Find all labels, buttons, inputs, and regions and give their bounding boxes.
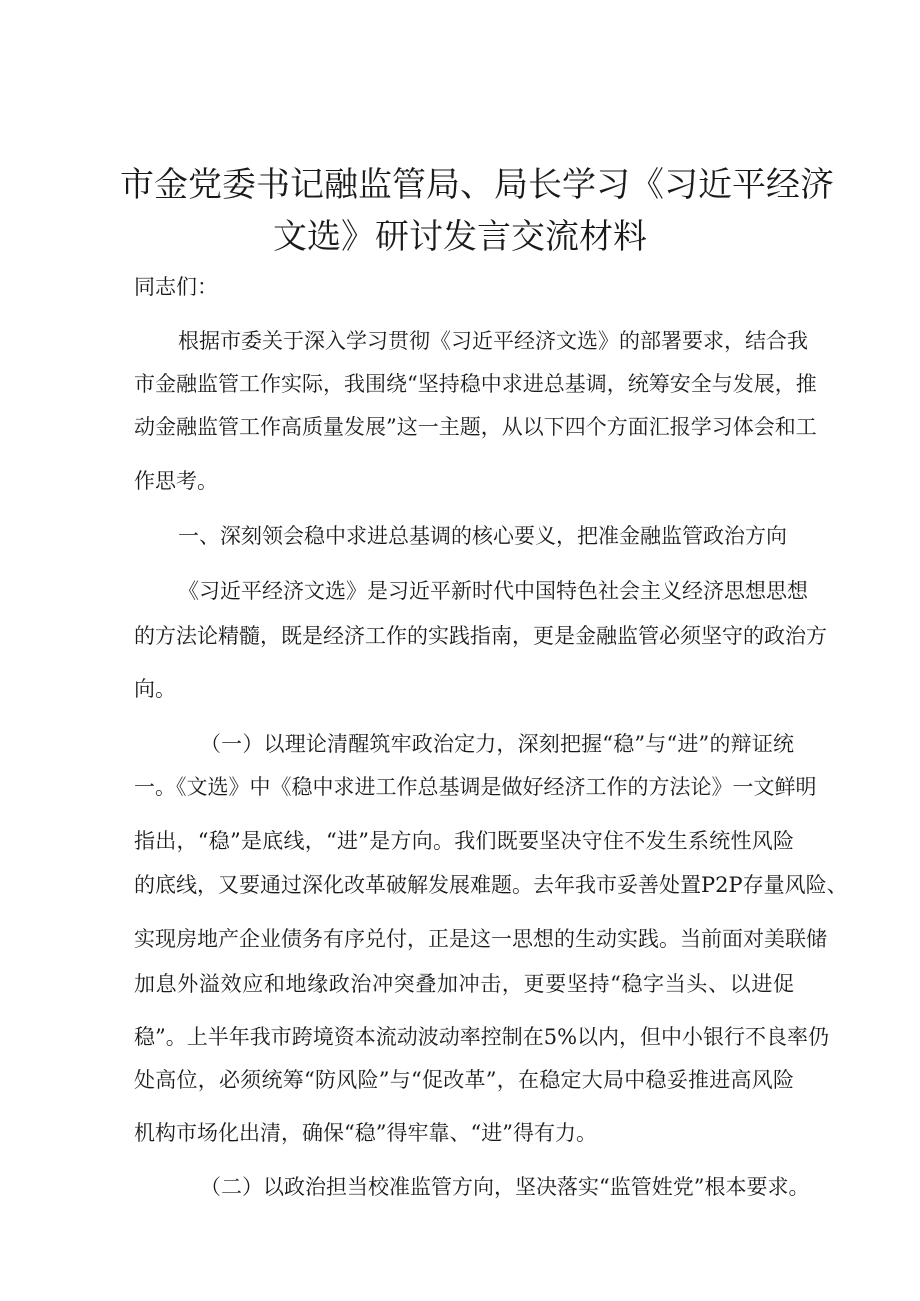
paragraph-line: 动金融监管工作高质量发展”这一主题，从以下四个方面汇报学习体会和工 — [134, 415, 817, 439]
paragraph-line: 作思考。 — [134, 469, 218, 493]
paragraph-line: 指出，“稳”是底线，“进”是方向。我们既要坚决守住不发生系统性风险 — [134, 829, 794, 853]
section-heading: 一、深刻领会稳中求进总基调的核心要义，把准金融监管政治方向 — [178, 524, 787, 548]
paragraph-line: 的方法论精髓，既是经济工作的实践指南，更是金融监管必须坚守的政治方 — [134, 624, 827, 648]
paragraph-line: 处高位，必须统筹“防风险”与“促改革”，在稳定大局中稳妥推进高风险 — [134, 1068, 794, 1092]
paragraph-line: 《习近平经济文选》是习近平新时代中国特色社会主义经济思想思想 — [178, 579, 808, 603]
paragraph-line: （二）以政治担当校准监管方向，坚决落实“监管姓党”根本要求。 — [200, 1175, 810, 1199]
document-title-line-1: 市金党委书记融监管局、局长学习《习近平经济 — [120, 165, 834, 205]
document-title-line-2: 文选》研讨发言交流材料 — [273, 217, 647, 257]
paragraph-line: （一）以理论清醒筑牢政治定力，深刻把握“稳”与“进”的辩证统 — [200, 732, 794, 756]
paragraph-line: 一。《文选》中《稳中求进工作总基调是做好经济工作的方法论》一文鲜明 — [134, 775, 817, 799]
paragraph-line: 稳”。上半年我市跨境资本流动波动率控制在5%以内，但中小银行不良率仍 — [134, 1025, 830, 1049]
paragraph-line: 市金融监管工作实际，我围绕“坚持稳中求进总基调，统筹安全与发展，推 — [134, 372, 817, 396]
paragraph-line: 机构市场化出清，确保“稳”得牢靠、“进”得有力。 — [134, 1121, 597, 1145]
paragraph-line: 根据市委关于深入学习贯彻《习近平经济文选》的部署要求，结合我 — [178, 329, 808, 353]
paragraph-line: 实现房地产企业债务有序兑付，正是这一思想的生动实践。当前面对美联储 — [134, 927, 827, 951]
salutation: 同志们： — [134, 275, 218, 299]
paragraph-line: 的底线，又要通过深化改革破解发展难题。去年我市妥善处置P2P存量风险、 — [134, 873, 848, 897]
paragraph-line: 加息外溢效应和地缘政治冲突叠加冲击，更要坚持“稳字当头、以进促 — [134, 972, 794, 996]
paragraph-line: 向。 — [134, 677, 176, 701]
